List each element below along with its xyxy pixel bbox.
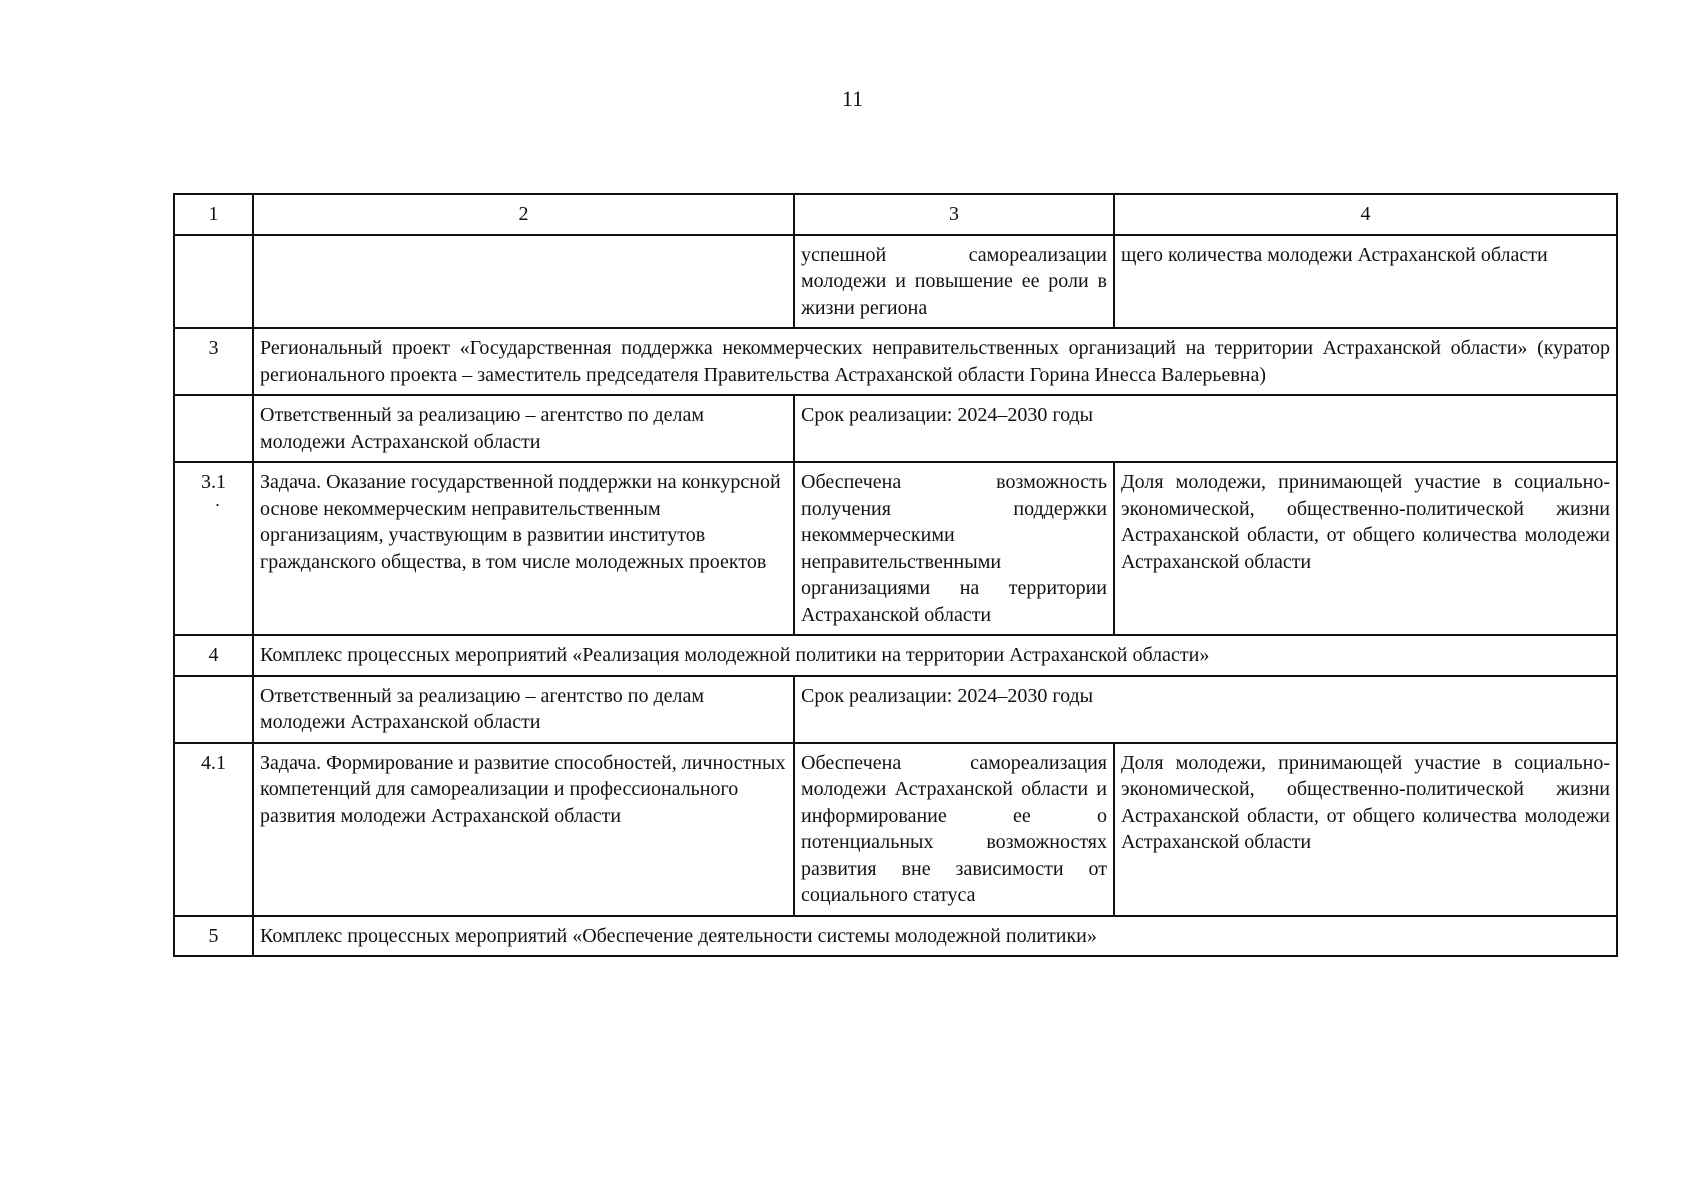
table-header-row (174, 194, 1617, 235)
table-row (174, 743, 1617, 916)
page-number: 11 (841, 86, 864, 111)
section-title: Региональный проект «Государственная поддержка некоммерческих неправительственных организаций на территории Астраханской области» (куратор регионального проекта – заместитель председателя Правительства Астраханской области Горина Инесса Валерьевна) (253, 328, 1617, 395)
row-number-cell (174, 462, 253, 635)
header-col-2: 2 (253, 194, 794, 235)
row-number: 4 (174, 635, 253, 676)
indicator-cell: Доля молодежи, принимающей участие в социально-экономической, общественно-политической жизни Астраханской области, от общего количества молодежи Астраханской области (1114, 462, 1617, 635)
header-col-4: 4 (1114, 194, 1617, 235)
table-row (174, 235, 1617, 329)
table-row (174, 328, 1617, 395)
result-cell: Обеспечена самореализация молодежи Астраханской области и информирование ее о потенциальных возможностях развития вне зависимости от социального статуса (794, 743, 1114, 916)
section-title: Комплекс процессных мероприятий «Обеспечение деятельности системы молодежной политики» (253, 916, 1617, 957)
responsible-cell: Ответственный за реализацию – агентство по делам молодежи Астраханской области (253, 395, 794, 462)
task-cell-empty (253, 235, 794, 329)
row-number: 5 (174, 916, 253, 957)
header-col-3: 3 (794, 194, 1114, 235)
table-row (174, 916, 1617, 957)
table-row (174, 395, 1617, 462)
result-cell: успешной самореализации молодежи и повышение ее роли в жизни региона (794, 235, 1114, 329)
task-cell: Задача. Оказание государственной поддержки на конкурсной основе некоммерческим неправительственным организациям, участвующим в развитии институтов гражданского общества, в том числе молодежных проектов (253, 462, 794, 635)
row-number: 4.1 (174, 743, 253, 916)
table-row (174, 462, 1617, 635)
task-cell: Задача. Формирование и развитие способностей, личностных компетенций для самореализации и профессионального развития молодежи Астраханской области (253, 743, 794, 916)
row-number-empty (174, 676, 253, 743)
indicator-cell: Доля молодежи, принимающей участие в социально-экономической, общественно-политической жизни Астраханской области, от общего количества молодежи Астраханской области (1114, 743, 1617, 916)
row-number: 3 (174, 328, 253, 395)
period-cell: Срок реализации: 2024–2030 годы (794, 395, 1617, 462)
table-row (174, 676, 1617, 743)
responsible-cell: Ответственный за реализацию – агентство по делам молодежи Астраханской области (253, 676, 794, 743)
program-table (173, 193, 1618, 957)
period-cell: Срок реализации: 2024–2030 годы (794, 676, 1617, 743)
table-row (174, 635, 1617, 676)
row-number-empty (174, 395, 253, 462)
section-title: Комплекс процессных мероприятий «Реализация молодежной политики на территории Астраханской области» (253, 635, 1617, 676)
row-number-empty (174, 235, 253, 329)
result-cell: Обеспечена возможность получения поддержки некоммерческими неправительственными организациями на территории Астраханской области (794, 462, 1114, 635)
indicator-cell: щего количества молодежи Астраханской области (1114, 235, 1617, 329)
row-number: 3.1 (201, 471, 226, 493)
stray-mark: · (214, 494, 221, 515)
header-col-1: 1 (174, 194, 253, 235)
